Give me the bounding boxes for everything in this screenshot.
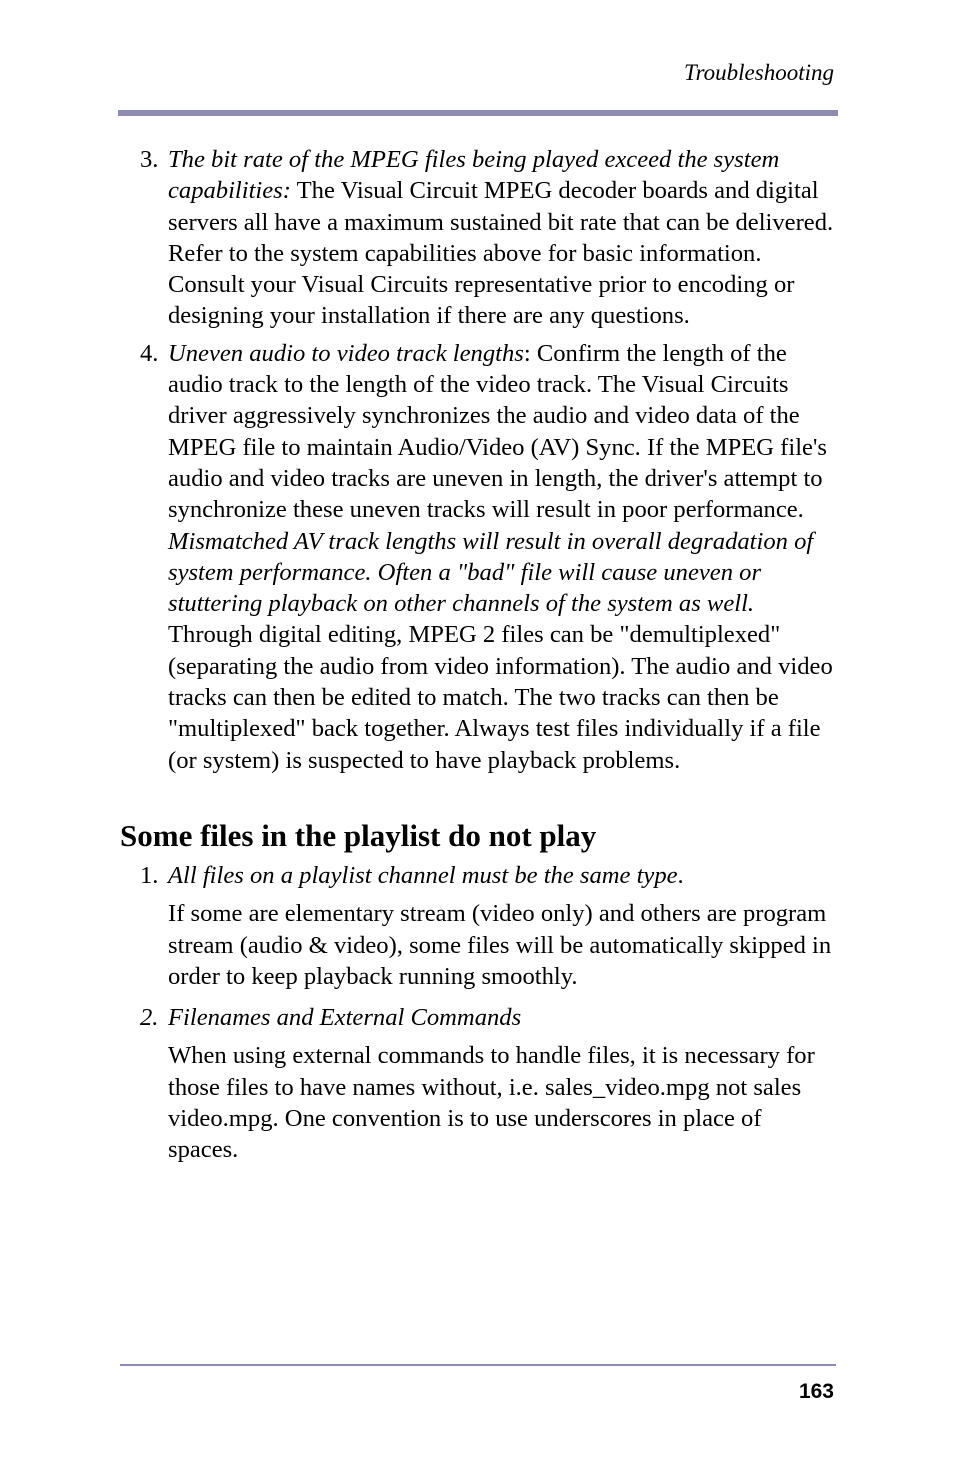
section-item-1-body: If some are elementary stream (video only) and others are program stream (audio & video), some files will be automatically skipped in order to keep playback running smoothly. xyxy=(168,900,832,990)
item-title: All files on a playlist channel must be the same type xyxy=(168,861,678,889)
page-number: 163 xyxy=(798,1380,834,1403)
item-text: : Confirm the length of the audio track to the length of the video track. The Visual Circuits driver aggressively synchronizes the audio and video data of the MPEG file to maintain Audio/Video (AV) Sync. If the MPEG file's audio and video tracks are uneven in length, the driver's attempt to synchronize these uneven tracks will result in poor performance. xyxy=(168,339,827,524)
section-heading: Some files in the playlist do not play xyxy=(120,817,597,853)
list-number: 3. xyxy=(140,146,159,173)
section-item-1 xyxy=(120,860,836,891)
top-rule xyxy=(118,110,838,116)
item-title: Filenames and External Commands xyxy=(168,1004,522,1032)
bottom-rule xyxy=(120,1364,836,1366)
item-emphasis: Mismatched AV track lengths will result in overall degradation of system performance. Often a "bad" file will cause uneven or stuttering playback on other channels of the system as well. xyxy=(168,527,814,618)
list-item-3 xyxy=(120,144,836,332)
item-title-suffix: . xyxy=(677,861,684,889)
item-text: Through digital editing, MPEG 2 files can be "demultiplexed" (separating the audio from video information). The audio and video tracks can then be edited to match. The two tracks can then be "multiplexed" back together. Always test files individually if a file (or system) is suspected to have playback problems. xyxy=(168,621,833,774)
list-number: 1. xyxy=(140,861,159,889)
running-head: Troubleshooting xyxy=(684,60,834,85)
section-item-2 xyxy=(120,1002,836,1033)
item-lead: The bit rate of the MPEG files being played exceed the system capabilities: xyxy=(168,146,780,205)
list-number: 4. xyxy=(140,339,159,367)
item-text: The Visual Circuit MPEG decoder boards and digital servers all have a maximum sustained bit rate that can be delivered. Refer to the system capabilities above for basic information. Consult your Visual Circuits representative prior to encoding or designing your installation if there are any questions. xyxy=(168,177,834,330)
list-number: 2. xyxy=(140,1004,159,1032)
page-content xyxy=(120,144,836,1166)
list-item-4 xyxy=(120,338,836,776)
section-item-2-body: When using external commands to handle files, it is necessary for those files to have names without, i.e. sales_video.mpg not sales video.mpg. One convention is to use underscores in place of spaces. xyxy=(168,1042,815,1164)
item-lead: Uneven audio to video track lengths xyxy=(168,339,524,367)
